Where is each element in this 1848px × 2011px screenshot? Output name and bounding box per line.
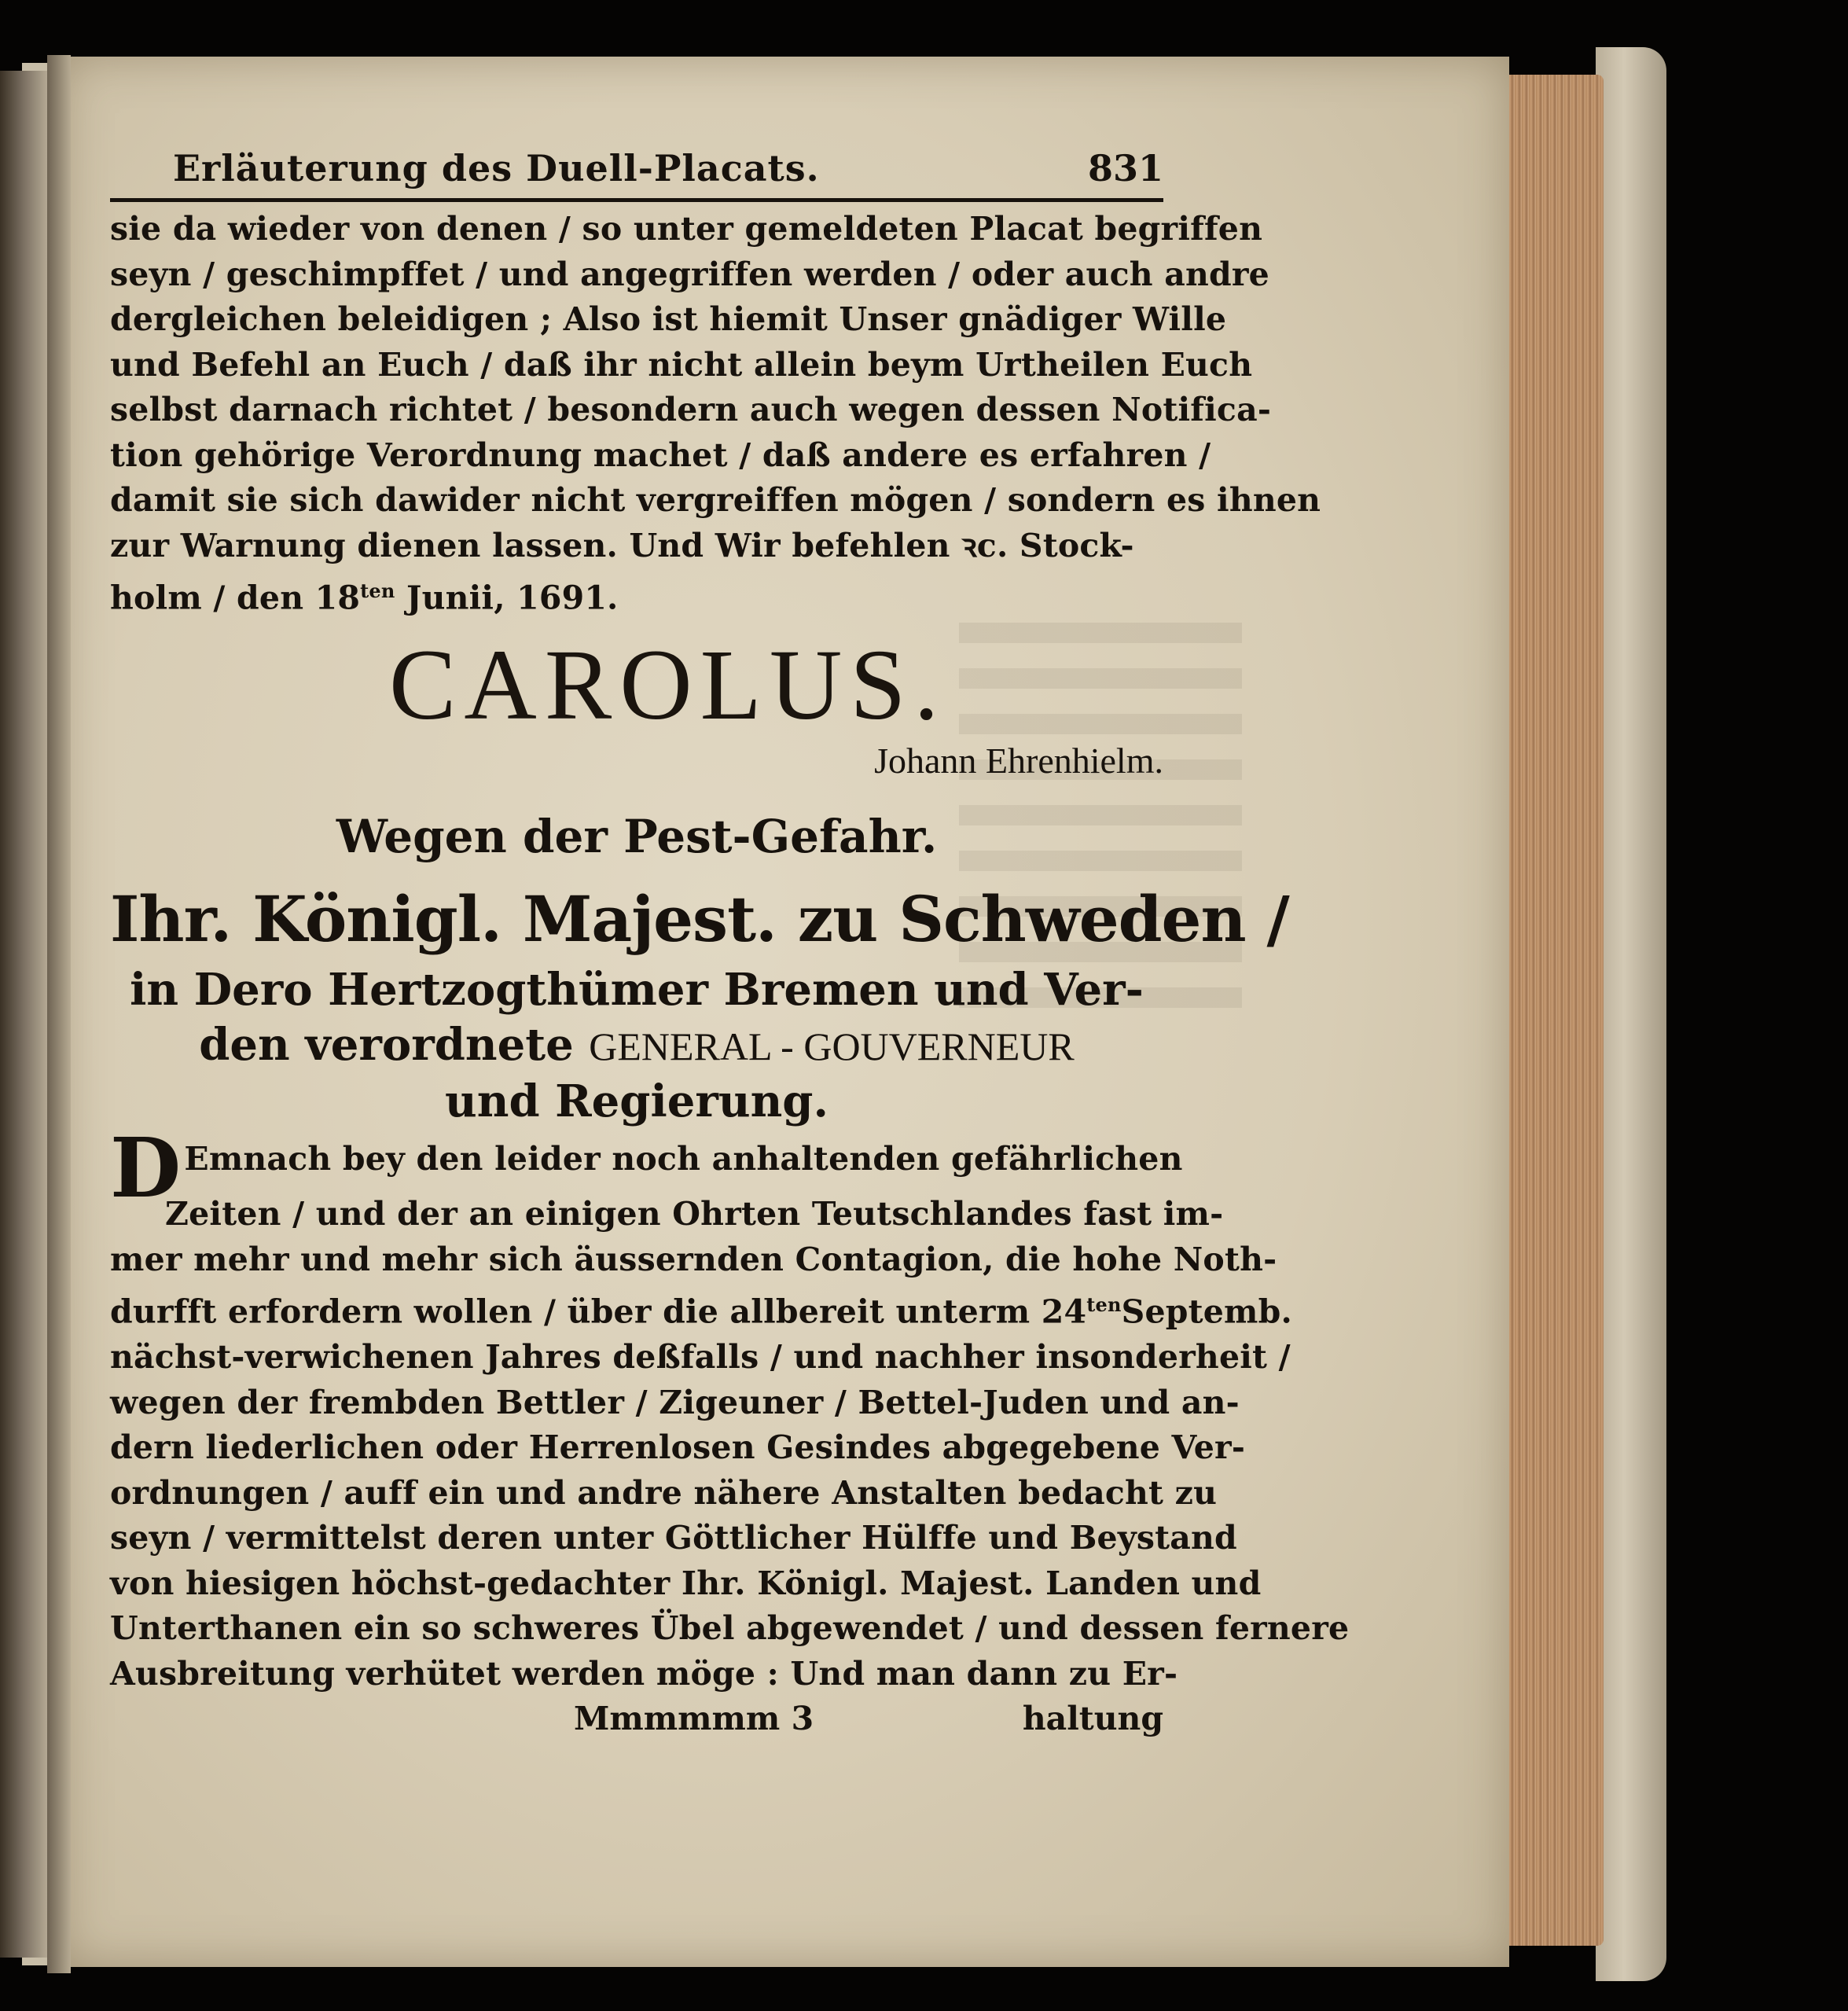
text-line: Unterthanen ein so schweres Übel abgewendet / und dessen fernere xyxy=(110,1609,1350,1648)
page-content xyxy=(110,142,1350,1747)
section-heading: Wegen der Pest-Gefahr. xyxy=(336,810,938,864)
running-head xyxy=(110,142,1163,202)
text-line: zur Warnung dienen lassen. Und Wir befehlen ꝛc. Stock- xyxy=(110,526,1134,564)
text-block xyxy=(110,207,1321,621)
drop-initial: D xyxy=(110,1119,182,1217)
text-line: tion gehörige Verordnung machet / daß andere es erfahren / xyxy=(110,436,1211,474)
date-line-text: Junii, 1691. xyxy=(395,579,619,617)
text-line: dern liederlichen oder Herrenlosen Gesindes abgegebene Ver- xyxy=(110,1428,1246,1467)
left-page-shadow xyxy=(0,71,49,1958)
subtitle-text: den verordnete xyxy=(199,1019,590,1072)
date-line xyxy=(110,568,1163,621)
text-line: wegen der frembden Bettler / Zigeuner / Bettel-Juden und an- xyxy=(110,1383,1240,1421)
text-line: ordnungen / auff ein und andre nähere Anstalten bedacht zu xyxy=(110,1473,1218,1512)
subtitle-line: in Dero Hertzogthümer Bremen und Ver- xyxy=(130,964,1144,1017)
catchword: haltung xyxy=(1022,1700,1163,1738)
page-footer xyxy=(110,1697,1163,1747)
secretary-signature: Johann Ehrenhielm. xyxy=(874,741,1163,781)
text-span: Emnach bey den leider noch anhaltenden gefährlichen xyxy=(184,1140,1183,1178)
text-line: von hiesigen höchst-gedachter Ihr. Königl. Majest. Landen und xyxy=(110,1564,1262,1602)
royal-signature: CAROLUS. xyxy=(389,629,947,741)
signature-mark: Mmmmmm 3 xyxy=(574,1700,814,1738)
date-line-text: holm / den 18 xyxy=(110,579,361,617)
text-line: seyn / geschimpffet / und angegriffen werden / oder auch andre xyxy=(110,255,1269,293)
title-heading: Ihr. Königl. Majest. zu Schweden / xyxy=(110,882,1289,957)
text-line: Zeiten / und der an einigen Ohrten Teutschlandes fast im- xyxy=(165,1195,1224,1233)
text-line: seyn / vermittelst deren unter Göttlicher Hülffe und Beystand xyxy=(110,1519,1237,1557)
superscript: ten xyxy=(1086,1293,1122,1317)
page-number: 831 xyxy=(1087,147,1163,189)
running-head-title: Erläuterung des Duell-Placats. xyxy=(173,147,820,189)
text-span: durfft erfordern wollen / über die allbereit unterm 24 xyxy=(110,1292,1087,1331)
text-line: nächst-verwichenen Jahres deßfalls / und nachher insonderheit / xyxy=(110,1338,1291,1377)
text-line: und Befehl an Euch / daß ihr nicht allein beym Urtheilen Euch xyxy=(110,345,1253,384)
paragraph xyxy=(110,1119,1350,1697)
text-line: selbst darnach richtet / besondern auch wegen dessen Notifica- xyxy=(110,391,1272,428)
fore-edge xyxy=(1493,75,1604,1946)
text-line: damit sie sich dawider nicht vergreiffen mögen / sondern es ihnen xyxy=(110,481,1321,519)
text-line: Ausbreitung verhütet werden möge : Und man dann zu Er- xyxy=(110,1654,1178,1693)
subtitle-latin: GENERAL - GOUVERNEUR xyxy=(589,1024,1075,1069)
text-line: dergleichen beleidigen ; Also ist hiemit Unser gnädiger Wille xyxy=(110,300,1227,338)
text-span: Septemb. xyxy=(1121,1292,1292,1331)
cover-edge xyxy=(1596,47,1666,1981)
subtitle-line: und Regierung. xyxy=(445,1075,828,1128)
text-line xyxy=(110,1282,1292,1335)
text-line: mer mehr und mehr sich äussernden Contagion, die hohe Noth- xyxy=(110,1240,1277,1278)
text-line: sie da wieder von denen / so unter gemeldeten Placat begriffen xyxy=(110,210,1263,248)
gutter xyxy=(47,55,71,1973)
subtitle-line xyxy=(110,1017,1163,1074)
date-superscript: ten xyxy=(360,579,395,602)
